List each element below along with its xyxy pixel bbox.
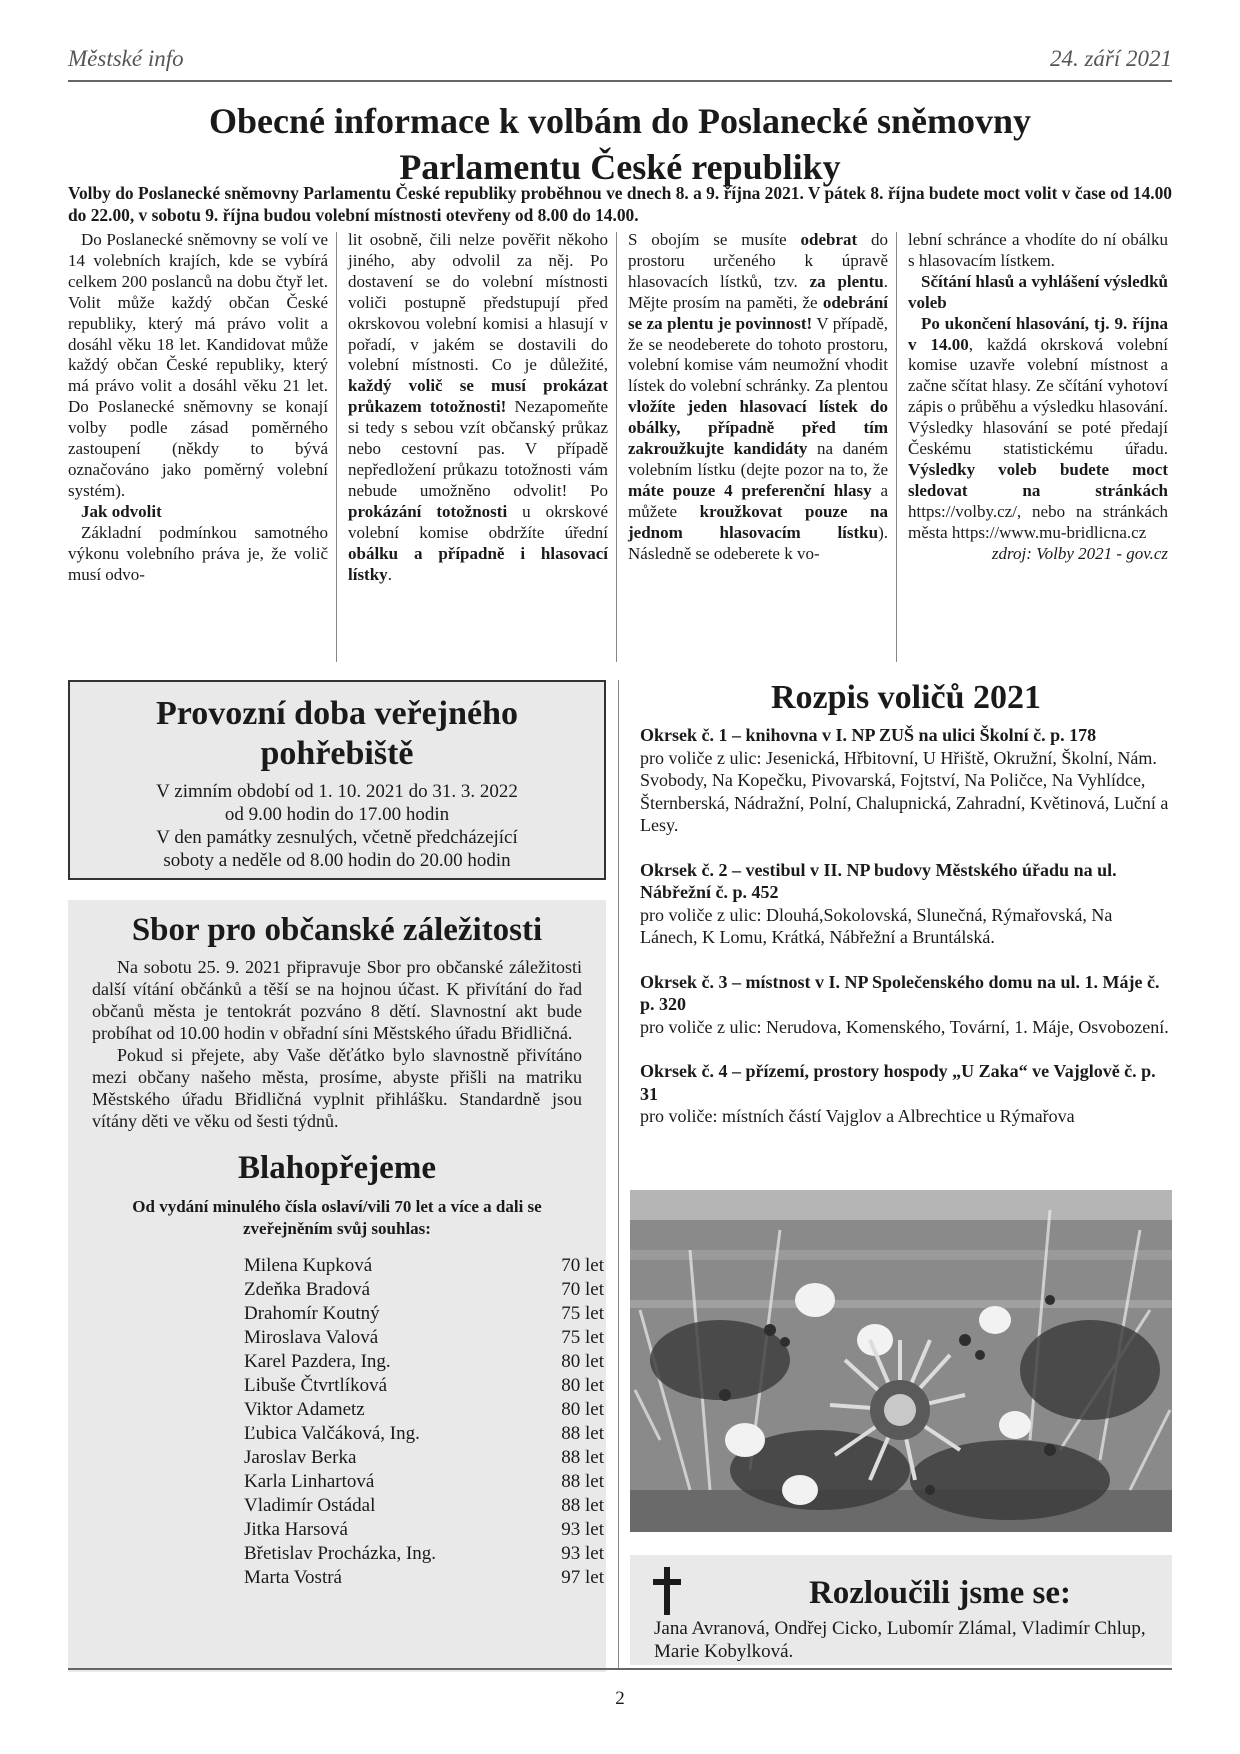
footer-rule xyxy=(68,1668,1172,1670)
congratulations-subtitle: Od vydání minulého čísla oslaví/vili 70 let a více a dali se zveřejněním svůj souhlas: xyxy=(132,1197,542,1238)
district-4: Okrsek č. 4 – přízemí, prostory hospody „U Zaka“ ve Vajglově č. p. 31 pro voliče: místních částí Vajglov a Albrechtice u Rýmařova xyxy=(640,1061,1156,1126)
page-number: 2 xyxy=(615,1688,625,1709)
cemetery-hours-box xyxy=(68,680,606,880)
latin-cross-icon xyxy=(650,1565,684,1617)
obituary-title: Rozloučili jsme se: xyxy=(808,1575,1072,1611)
article-title: Obecné informace k volbám do Poslanecké sněmovny Parlamentu České republiky xyxy=(209,101,1031,187)
header-date: 24. září 2021 xyxy=(1049,46,1172,71)
cemetery-hours-text: V zimním období od 1. 10. 2021 do 31. 3. 2022 od 9.00 hodin do 17.00 hodin V den památky zesnulých, včetně předcházející soboty a neděle od 8.00 hodin do 20.00 hodin xyxy=(156,781,518,871)
article-column-2: lit osobně, čili nelze pověřit někoho jiného, aby odvolil za něj. Po dostavení se do volební místnosti voliči postupně předstupují před okrskovou volební komisi a hlasují v pořadí, v jakém se dostavili do volební místnosti. Co je důležité, každý volič se musí prokázat průkazem totožnosti! Nezapomeňte si tedy s sebou vzít občanský průkaz nebo cestovní pas. V případě nepředložení průkazu totožnosti vám nebude umožněno odvolit! Po prokázání totožnosti u okrskové volební komise obdržíte úřední obálku a případně i hlasovací lístky. xyxy=(348,230,608,584)
congratulations-title: Blahopřejeme xyxy=(238,1150,436,1186)
heading-scitani: Sčítání hlasů a vyhlášení výsledků voleb xyxy=(908,271,1168,312)
header-title: Městské info xyxy=(68,46,184,71)
section-divider xyxy=(618,680,619,1670)
district-3: Okrsek č. 3 – místnost v I. NP Společenského domu na ul. 1. Máje č. p. 320 pro voliče z ulic: Nerudova, Komenského, Tovární, 1. Máje, Osvobození. xyxy=(640,971,1169,1037)
article-lead: Volby do Poslanecké sněmovny Parlamentu České republiky proběhnou ve dnech 8. a 9. října 2021. V pátek 8. října budete moct volit v čase od 14.00 do 22.00, v sobotu 9. října budou volební místnosti otevřeny od 8.00 do 14.00. xyxy=(68,183,1172,225)
congratulations-list: Milena Kupková 70 let Zdeňka Bradová 70 let Drahomír Koutný 75 let Miroslava Valová 75 let Karel Pazdera, Ing. 80 let Libuše Čtvrtlíková 80 let Viktor Adametz 80 let Ľubica Valčáková, Ing. 88 let Jaroslav Berka 88 let Karla Linhartová 88 let Vladimír Ostádal 88 let Jitka Harsová 93 let Břetislav Procházka, Ing. 93 let Marta Vostrá 97 let xyxy=(244,1255,604,1588)
civic-affairs-box xyxy=(68,900,606,1672)
column-divider xyxy=(336,232,337,662)
district-2: Okrsek č. 2 – vestibul v II. NP budovy Městského úřadu na ul. Nábřežní č. p. 452 pro voliče z ulic: Dlouhá,Sokolovská, Slunečná, Rýmařovská, Na Lánech, K Lomu, Krátká, Nábřežní a Bruntálská. xyxy=(640,859,1117,947)
voter-schedule xyxy=(640,678,1172,1128)
heading-jak-odvolit: Jak odvolit xyxy=(81,501,162,521)
civic-affairs-title: Sbor pro občanské záležitosti xyxy=(131,912,543,948)
cemetery-hours-title: Provozní doba veřejného pohřebiště xyxy=(155,695,518,772)
flower-bouquet-photo xyxy=(630,1190,1172,1532)
flower-bouquet-image xyxy=(630,1190,1172,1532)
article-column-1: Do Poslanecké sněmovny se volí ve 14 volebních krajích, kde se vybírá celkem 200 poslanců na dobu čtyř let. Volit může každý občan České republiky, který má právo volit a dosáhl věku 18 let. Kandidovat může každý občan České republiky, který má právo volit a dosáhl věku 21 let. Do Poslanecké sněmovny se konají volby podle zásad poměrného zastoupení (někdy to bývá označováno jako poměrný volební systém). Jak odvolit Základní podmínkou samotného výkonu volebního práva je, že volič musí odvo- xyxy=(68,230,328,584)
district-1: Okrsek č. 1 – knihovna v I. NP ZUŠ na ulici Školní č. p. 178 pro voliče z ulic: Jesenická, Hřbitovní, U Hřiště, Okružní, Školní, Nám. Svobody, Na Kopečku, Pivovarská, Fojtství, Na Poličce, Na Vyhlídce, Šternberská, Nádražní, Polní, Chalupnická, Zahradní, Květinová, Luční a Lesy. xyxy=(640,725,1169,835)
article-source: zdroj: Volby 2021 - gov.cz xyxy=(991,543,1168,563)
article-column-4: lební schránce a vhodíte do ní obálku s hlasovacím lístkem. Sčítání hlasů a vyhlášení výsledků voleb Po ukončení hlasování, tj. 9. října v 14.00, každá okrsková volební komise uzavře volební místnost a začne sčítat hlasy. Ze sčítání vyhotoví zápis o průběhu a výsledku hlasování. Výsledky hlasování se poté předají Českému statistickému úřadu. Výsledky voleb budete moct sledovat na stránkách https://volby.cz/, nebo na stránkách města https://www.mu-bridlicna.cz zdroj: Volby 2021 - gov.cz xyxy=(908,230,1169,563)
civic-affairs-text: Na sobotu 25. 9. 2021 připravuje Sbor pro občanské záležitosti další vítání občánků a těší se na hojnou účast. K přivítání do řad občanů města je tentokrát pozváno 8 dětí. Slavnostní akt bude probíhat od 10.00 hodin v obřadní síni Městského úřadu Břidličná. Pokud si přejete, aby Vaše děťátko bylo slavnostně přivítáno mezi občany našeho města, prosíme, abyste přišli na matriku Městského úřadu Břidličná vyplnit přihlášku. Standardně jsou vítány děti ve věku od šesti týdnů. xyxy=(92,957,582,1131)
column-divider xyxy=(896,232,897,662)
obituary-box xyxy=(630,1555,1172,1665)
column-divider xyxy=(616,232,617,662)
voter-schedule-title: Rozpis voličů 2021 xyxy=(770,679,1042,716)
article-column-3: S obojím se musíte odebrat do prostoru určeného k úpravě hlasovacích lístků, tzv. za plentu. Mějte prosím na paměti, že odebrání se za plentu je povinnost! V případě, že se neodeberete do tohoto prostoru, volební komise vám neumožní vhodit lístek do volební schránky. Za plentou vložíte jeden hlasovací lístek do obálky, případně před tím zakroužkujte kandidáty na daném volebním lístku (dejte pozor na to, že máte pouze 4 preferenční hlasy a můžete kroužkovat pouze na jednom hlasovacím lístku). Následně se odeberete k vo- xyxy=(628,230,889,563)
obituary-names: Jana Avranová, Ondřej Cicko, Lubomír Zlámal, Vladimír Chlup, Marie Kobylková. xyxy=(654,1618,1146,1662)
header-rule xyxy=(68,80,1172,82)
